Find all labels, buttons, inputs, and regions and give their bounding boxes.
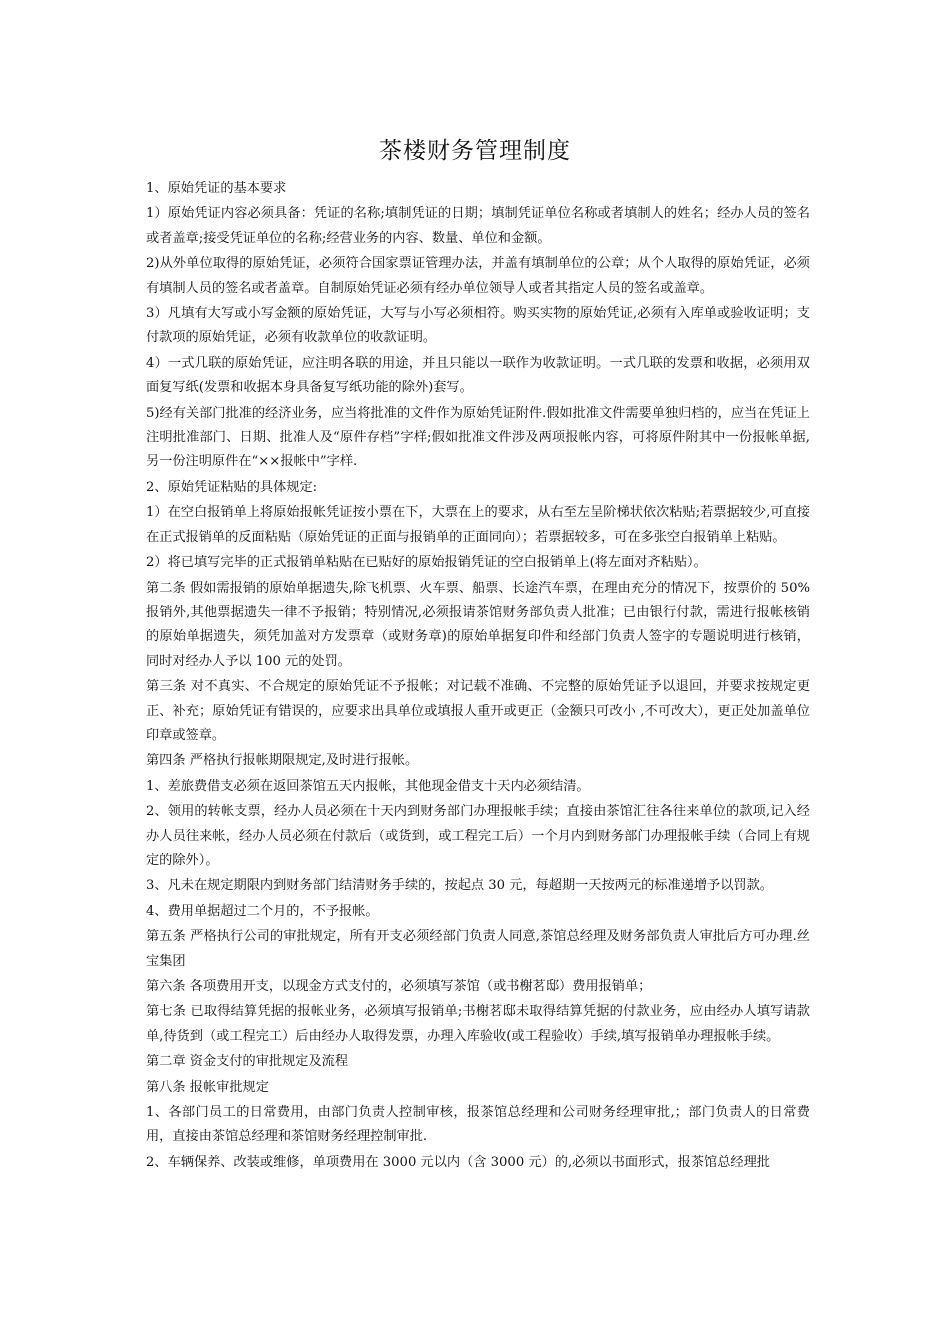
- paragraph: 1、各部门员工的日常费用，由部门负责人控制审核，报茶馆总经理和公司财务经理审批,；部门负责人的日常费用，直接由茶馆总经理和茶馆财务经理控制审批.: [146, 1105, 810, 1145]
- paragraph: 3）凡填有大写或小写金额的原始凭证，大写与小写必须相符。购买实物的原始凭证,必须有入库单或验收证明；支付款项的原始凭证，必须有收款单位的收款证明。: [146, 306, 810, 346]
- paragraph: 第二条 假如需报销的原始单据遗失,除飞机票、火车票、船票、长途汽车票，在理由充分的情况下，按票价的 50%报销外,其他票据遗失一律不予报销；特别情况,必须报请茶馆财务部负责人批准；已由银行付款，需进行报帐核销的原始单据遗失，须凭加盖对方发票章（或财务章)的原始单据复印件和经部门负责人签字的专题说明进行核销，同时对经办人予以 100 元的处罚。: [146, 580, 810, 669]
- document-body: [146, 177, 810, 1176]
- paragraph: 1）在空白报销单上将原始报帐凭证按小票在下，大票在上的要求，从右至左呈阶梯状依次粘贴;若票据较少,可直接在正式报销单的反面粘贴（原始凭证的正面与报销单的正面同向）；若票据较多，可在多张空白报销单上粘贴。: [146, 505, 810, 545]
- paragraph: 4、费用单据超过二个月的，不予报帐。: [146, 903, 379, 919]
- paragraph: 1）原始凭证内容必须具备：凭证的名称;填制凭证的日期；填制凭证单位名称或者填制人的姓名；经办人员的签名或者盖章;接受凭证单位的名称;经营业务的内容、数量、单位和金额。: [146, 206, 810, 246]
- paragraph: 2）将已填写完毕的正式报销单粘贴在已贴好的原始报销凭证的空白报销单上(将左面对齐粘贴）。: [146, 555, 707, 571]
- paragraph: 第四条 严格执行报帐期限规定,及时进行报帐。: [146, 753, 419, 769]
- paragraph: 第三条 对不真实、不合规定的原始凭证不予报帐；对记载不准确、不完整的原始凭证予以退回，并要求按规定更正、补充；原始凭证有错误的，应要求出具单位或填报人重开或更正（金额只可改小 ,不可改大），更正处加盖单位印章或签章。: [146, 679, 810, 743]
- paragraph: 第七条 已取得结算凭据的报帐业务，必须填写报销单;书榭茗邸未取得结算凭据的付款业务，应由经办人填写请款单,待货到（或工程完工）后由经办人取得发票，办理入库验收(或工程验收）手续,填写报销单办理报帐手续。: [146, 1004, 810, 1044]
- paragraph: 第五条 严格执行公司的审批规定，所有开支必须经部门负责人同意,茶馆总经理及财务部负责人审批后方可办理.丝宝集团: [146, 929, 810, 969]
- paragraph: 1、差旅费借支必须在返回茶馆五天内报帐，其他现金借支十天内必须结清。: [146, 778, 590, 794]
- paragraph: 第六条 各项费用开支，以现金方式支付的，必须填写茶馆（或书榭茗邸）费用报销单；: [146, 979, 652, 994]
- paragraph: 2)从外单位取得的原始凭证，必须符合国家票证管理办法，并盖有填制单位的公章；从个人取得的原始凭证，必须有填制人员的签名或者盖章。自制原始凭证必须有经办单位领导人或者其指定人员的签名或盖章。: [146, 256, 810, 296]
- paragraph: 2、原始凭证粘贴的具体规定:: [146, 479, 318, 495]
- paragraph: 2、领用的转帐支票，经办人员必须在十天内到财务部门办理报帐手续；直接由茶馆汇往各往来单位的款项,记入经办人员往来帐，经办人员必须在付款后（或货到，或工程完工后）一个月内到财务部门办理报帐手续（合同上有规定的除外）。: [146, 804, 810, 868]
- paragraph: 1、原始凭证的基本要求: [146, 181, 287, 196]
- paragraph: 3、凡未在规定期限内到财务部门结清财务手续的，按起点 30 元，每超期一天按两元的标准递增予以罚款。: [146, 878, 773, 894]
- paragraph: 5)经有关部门批准的经济业务，应当将批准的文件作为原始凭证附件.假如批准文件需要单独归档的，应当在凭证上注明批准部门、日期、批准人及“原件存档”字样;假如批准文件涉及两项报帐内容，可将原件附其中一份报帐单据,另一份注明原件在“××报帐中”字样.: [146, 405, 810, 470]
- document-title: 茶楼财务管理制度: [379, 138, 571, 164]
- paragraph: 4）一式几联的原始凭证，应注明各联的用途，并且只能以一联作为收款证明。一式几联的发票和收据，必须用双面复写纸(发票和收据本身具备复写纸功能的除外)套写。: [146, 355, 810, 396]
- paragraph: 2、车辆保养、改装或维修，单项费用在 3000 元以内（含 3000 元）的,必须以书面形式，报茶馆总经理批: [146, 1154, 770, 1170]
- paragraph: 第二章 资金支付的审批规定及流程: [146, 1054, 349, 1070]
- paragraph: 第八条 报帐审批规定: [146, 1079, 269, 1095]
